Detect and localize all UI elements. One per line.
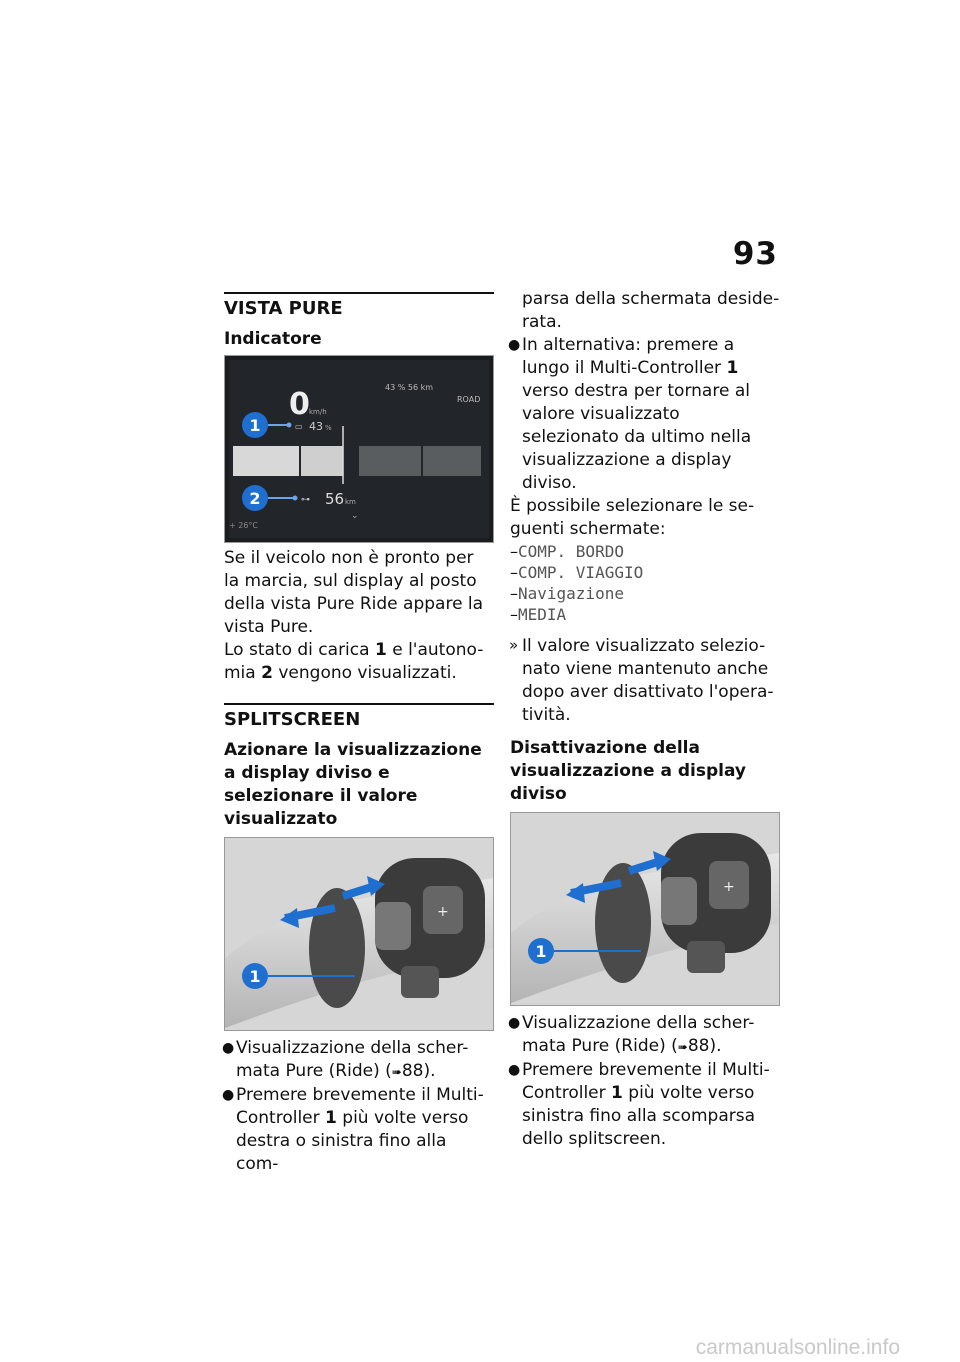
- bullet-item: ● In alternativa: premere a lungo il Multi-Controller 1 verso destra per tornare al valore visualizzato selezionato da ultimo nella visualizzazione a display diviso.: [508, 335, 752, 493]
- top-status: 43 % 56 km: [385, 383, 434, 392]
- screen-item: –COMP. BORDO: [510, 542, 624, 561]
- speed-unit: km/h: [309, 408, 327, 416]
- subtitle-splitscreen: Azionare la visualizzazione a display diviso e selezionare il valore visualizzato: [224, 740, 482, 829]
- section-title-vista-pure: VISTA PURE: [224, 298, 343, 319]
- range-unit: km: [345, 498, 356, 506]
- result-arrow-icon: »: [509, 636, 519, 654]
- page-ref-arrow-icon: ➠: [677, 1040, 688, 1054]
- menu-button: [375, 902, 411, 950]
- plus-icon: +: [723, 879, 735, 895]
- bullet-item: ● Premere brevemente il Multi-Controller 1 più volte verso destra o sinistra fino alla com-: [222, 1085, 484, 1174]
- menu-button: [661, 877, 697, 925]
- range-icon: ⊶: [301, 495, 310, 505]
- svg-text:1: 1: [535, 942, 547, 961]
- temperature: + 26°C: [229, 521, 259, 530]
- plus-icon: +: [437, 904, 449, 920]
- bullet-item: ● Visualizzazione della scher-mata Pure (Ride) (➠88).: [508, 1013, 755, 1056]
- controller-figure-right: [224, 837, 494, 1031]
- svg-text:2: 2: [249, 489, 261, 508]
- charge-unit: %: [325, 424, 332, 432]
- watermark: carmanualsonline.info: [695, 1336, 900, 1359]
- charge-bar-segment: [359, 446, 421, 476]
- charge-value: 43: [309, 420, 323, 433]
- bullet-item: ● Premere brevemente il Multi-Controller 1 più volte verso sinistra fino alla scomparsa dello splitscreen.: [508, 1060, 770, 1149]
- chevron-down-icon: ⌄: [351, 511, 359, 521]
- screen-item: –MEDIA: [510, 605, 567, 624]
- section-divider: [224, 703, 494, 705]
- para-screens: È possibile selezionare le se-guenti schermate:: [510, 496, 755, 539]
- range-value: 56: [325, 490, 345, 508]
- bullet-item: ● Visualizzazione della scher-mata Pure (Ride) (➠88).: [222, 1038, 469, 1081]
- para-vista-pure: Se il veicolo non è pronto per la marcia, sul display al posto della vista Pure Ride appare la vista Pure.: [224, 548, 484, 637]
- charge-bar-segment: [301, 446, 343, 476]
- svg-text:1: 1: [249, 416, 261, 435]
- subtitle-disattivazione: Disattivazione della visualizzazione a display diviso: [510, 738, 746, 804]
- page-number: 93: [732, 236, 778, 272]
- dashboard-figure: [224, 355, 494, 543]
- subtitle-indicatore: Indicatore: [224, 329, 322, 349]
- battery-icon: ▭: [295, 422, 303, 431]
- charge-bar-segment: [423, 446, 481, 476]
- result-item: » Il valore visualizzato selezio-nato viene mantenuto anche dopo aver disattivato l'opera-tività.: [509, 636, 774, 725]
- controller-figure-left: [510, 812, 780, 1006]
- left-column: [224, 292, 494, 1176]
- screen-item: –Navigazione: [510, 584, 624, 603]
- right-column: [510, 288, 780, 1151]
- screen-item: –COMP. VIAGGIO: [510, 563, 644, 582]
- continued-text: parsa della schermata deside-rata.: [522, 289, 780, 332]
- section-divider: [224, 292, 494, 294]
- section-title-splitscreen: SPLITSCREEN: [224, 709, 361, 730]
- page-ref-arrow-icon: ➠: [391, 1065, 402, 1079]
- para-charge: Lo stato di carica 1 e l'autono-mia 2 vengono visualizzati.: [224, 640, 484, 683]
- speed-value: 0: [289, 387, 310, 422]
- charge-bar-segment: [233, 446, 299, 476]
- screen-list: [510, 541, 780, 625]
- multi-controller-wheel: [595, 863, 651, 983]
- multi-controller-wheel: [309, 888, 365, 1008]
- mode-label: ROAD: [457, 395, 481, 404]
- svg-text:1: 1: [249, 967, 261, 986]
